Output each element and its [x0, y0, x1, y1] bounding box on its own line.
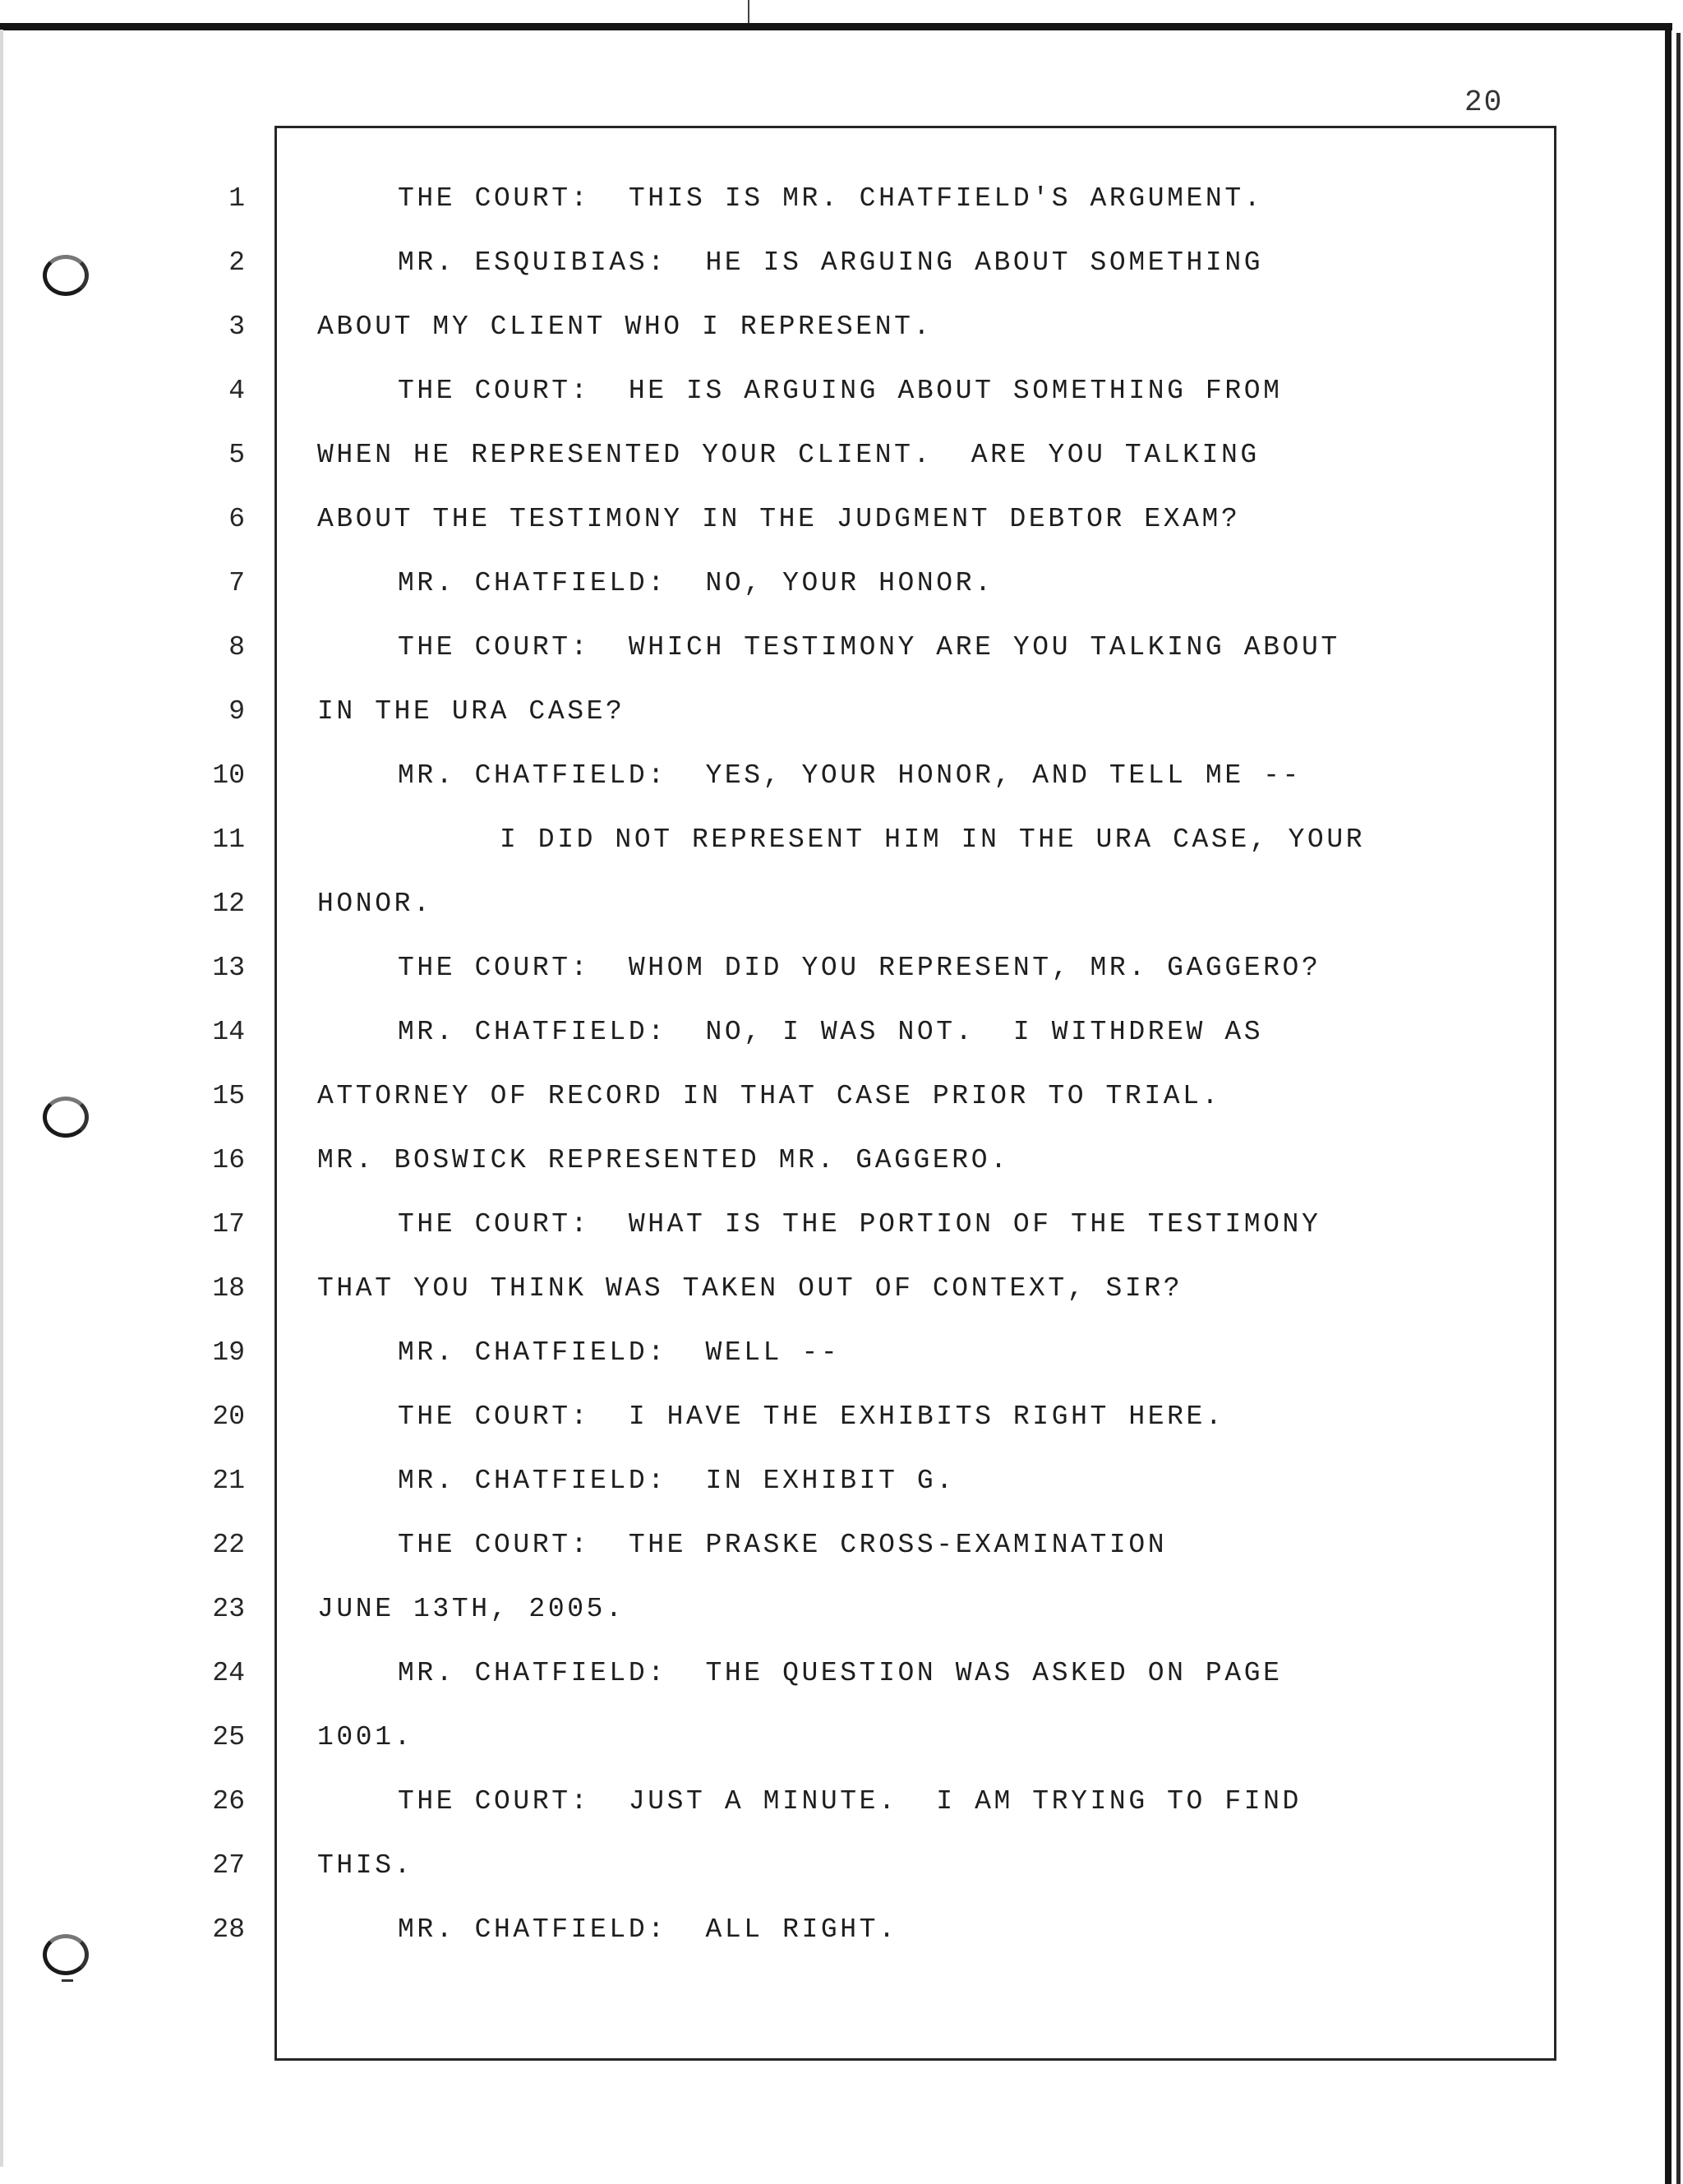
line-number: 3: [228, 312, 245, 342]
line-number: 16: [212, 1145, 245, 1175]
line-number: 18: [212, 1273, 245, 1304]
transcript-line: IN THE URA CASE?: [317, 696, 625, 727]
transcript-line: MR. CHATFIELD: YES, YOUR HONOR, AND TELL ME --: [398, 760, 1302, 791]
transcript-line: MR. BOSWICK REPRESENTED MR. GAGGERO.: [317, 1145, 1010, 1175]
line-number: 17: [212, 1209, 245, 1240]
right-scan-border: [1665, 26, 1671, 2184]
transcript-line: THE COURT: JUST A MINUTE. I AM TRYING TO FIND: [398, 1786, 1302, 1817]
line-number: 14: [212, 1017, 245, 1047]
line-number: 25: [212, 1722, 245, 1752]
transcript-line: 1001.: [317, 1722, 414, 1752]
transcript-line: THIS.: [317, 1850, 414, 1881]
scan-tick-mark: [748, 0, 749, 23]
punch-hole-mark: [62, 1979, 73, 1982]
line-number: 15: [212, 1081, 245, 1111]
transcript-line: ABOUT THE TESTIMONY IN THE JUDGMENT DEBTOR EXAM?: [317, 504, 1241, 534]
line-number: 12: [212, 889, 245, 919]
transcript-line: HONOR.: [317, 889, 433, 919]
line-number: 6: [228, 504, 245, 534]
transcript-line: THE COURT: HE IS ARGUING ABOUT SOMETHING FROM: [398, 376, 1283, 406]
line-number: 24: [212, 1658, 245, 1688]
transcript-line: MR. CHATFIELD: NO, YOUR HONOR.: [398, 568, 994, 598]
line-number: 26: [212, 1786, 245, 1817]
transcript-line: THE COURT: THIS IS MR. CHATFIELD'S ARGUMENT.: [398, 183, 1264, 214]
line-number: 2: [228, 247, 245, 278]
right-scan-border-outer: [1676, 33, 1681, 2184]
line-number: 5: [228, 440, 245, 470]
line-number: 11: [212, 824, 245, 855]
line-number: 9: [228, 696, 245, 727]
line-number: 27: [212, 1850, 245, 1881]
punch-hole-top: [43, 255, 89, 296]
transcript-line: THE COURT: WHAT IS THE PORTION OF THE TESTIMONY: [398, 1209, 1321, 1240]
transcript-line: MR. CHATFIELD: THE QUESTION WAS ASKED ON PAGE: [398, 1658, 1283, 1688]
line-number: 13: [212, 953, 245, 983]
punch-hole-middle: [43, 1097, 89, 1138]
line-number: 21: [212, 1466, 245, 1496]
top-scan-border: [0, 23, 1672, 30]
line-number: 8: [228, 632, 245, 663]
line-number: 4: [228, 376, 245, 406]
transcript-line: WHEN HE REPRESENTED YOUR CLIENT. ARE YOU TALKING: [317, 440, 1260, 470]
punch-hole-bottom: [43, 1934, 89, 1975]
line-number: 1: [228, 183, 245, 214]
line-number: 23: [212, 1594, 245, 1624]
transcript-line: I DID NOT REPRESENT HIM IN THE URA CASE, YOUR: [500, 824, 1366, 855]
line-number: 7: [228, 568, 245, 598]
transcript-line: MR. CHATFIELD: WELL --: [398, 1337, 841, 1368]
transcript-line: MR. CHATFIELD: NO, I WAS NOT. I WITHDREW AS: [398, 1017, 1264, 1047]
line-number: 20: [212, 1401, 245, 1432]
transcript-line: ABOUT MY CLIENT WHO I REPRESENT.: [317, 312, 933, 342]
line-number: 19: [212, 1337, 245, 1368]
line-number: 28: [212, 1914, 245, 1945]
transcript-line: JUNE 13TH, 2005.: [317, 1594, 625, 1624]
left-scan-edge: [0, 30, 3, 2167]
transcript-line: THE COURT: WHOM DID YOU REPRESENT, MR. GAGGERO?: [398, 953, 1321, 983]
line-number: 10: [212, 760, 245, 791]
transcript-line: ATTORNEY OF RECORD IN THAT CASE PRIOR TO TRIAL.: [317, 1081, 1221, 1111]
line-number: 22: [212, 1530, 245, 1560]
transcript-line: THE COURT: THE PRASKE CROSS-EXAMINATION: [398, 1530, 1168, 1560]
transcript-line: THE COURT: I HAVE THE EXHIBITS RIGHT HERE.: [398, 1401, 1225, 1432]
transcript-line: THAT YOU THINK WAS TAKEN OUT OF CONTEXT, SIR?: [317, 1273, 1183, 1304]
transcript-line: MR. CHATFIELD: ALL RIGHT.: [398, 1914, 898, 1945]
transcript-line: MR. ESQUIBIAS: HE IS ARGUING ABOUT SOMETHING: [398, 247, 1264, 278]
page-number: 20: [1464, 85, 1504, 119]
transcript-line: THE COURT: WHICH TESTIMONY ARE YOU TALKING ABOUT: [398, 632, 1340, 663]
transcript-line: MR. CHATFIELD: IN EXHIBIT G.: [398, 1466, 956, 1496]
